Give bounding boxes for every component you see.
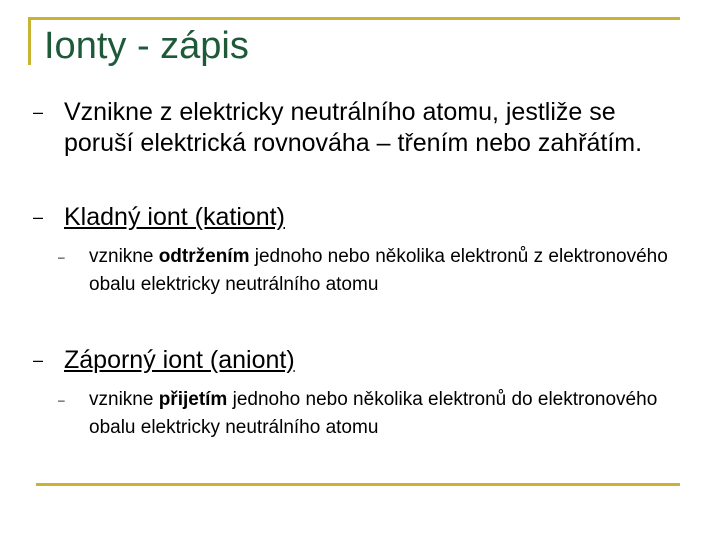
sub-text-after: jednoho nebo několika elektronů do elektronového obalu elektricky neutrálního atomu — [89, 389, 658, 438]
sub-text-after: jednoho nebo několika elektronů z elektronového obalu elektricky neutrálního atomu — [89, 246, 668, 295]
sub-text-bold: přijetím — [158, 389, 228, 410]
sub-text-before: vznikne — [89, 389, 159, 410]
sub-bullet-anion-desc — [89, 386, 679, 442]
frame-left-line — [28, 17, 31, 65]
frame-bottom-line — [36, 483, 680, 486]
frame-top-line — [28, 17, 680, 20]
sub-text-before: vznikne — [89, 246, 159, 267]
bullet-text-anion: Záporný iont (aniont) — [64, 346, 295, 374]
bullet-text-cation: Kladný iont (kationt) — [64, 203, 285, 231]
bullet-dash: – — [33, 350, 44, 370]
bullet-text-formation: Vznikne z elektricky neutrálního atomu, jestliže se poruší elektrická rovnováha – třením nebo zahřátím. — [64, 98, 643, 157]
sub-text-bold: odtržením — [158, 246, 250, 267]
slide-title: Ionty - zápis — [44, 25, 249, 67]
sub-bullet-cation-desc — [89, 243, 679, 299]
bullet-dash: – — [33, 102, 44, 122]
sub-bullet-dash: – — [58, 393, 65, 407]
sub-bullet-dash: – — [58, 250, 65, 264]
bullet-dash: – — [33, 207, 44, 227]
